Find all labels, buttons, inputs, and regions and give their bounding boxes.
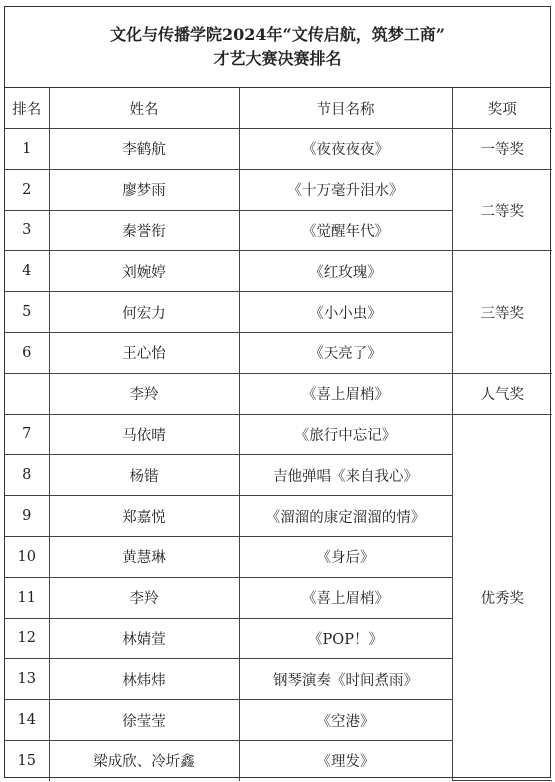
- rank-cell: 11: [5, 577, 49, 618]
- award-cell-popular: 人气奖: [452, 373, 552, 414]
- header-award: 奖项: [452, 88, 552, 129]
- program-cell: 《觉醒年代》: [239, 210, 452, 251]
- rank-cell: 9: [5, 496, 49, 537]
- name-cell: 秦誉衔: [49, 210, 239, 251]
- rank-cell: 7: [5, 414, 49, 455]
- rank-cell: 15: [5, 740, 49, 780]
- rank-cell: 8: [5, 455, 49, 496]
- award-cell-first: 一等奖: [452, 129, 552, 170]
- program-cell: 《身后》: [239, 536, 452, 577]
- rank-cell: 3: [5, 210, 49, 251]
- title-line-1: 文化与传播学院2024年“文传启航，筑梦工商”: [110, 25, 445, 44]
- rank-cell: 12: [5, 618, 49, 659]
- table-row: [5, 414, 552, 455]
- header-rank: 排名: [5, 88, 49, 129]
- rank-cell: 5: [5, 292, 49, 333]
- header-program: 节目名称: [239, 88, 452, 129]
- program-cell: 《旅行中忘记》: [239, 414, 452, 455]
- program-cell: 吉他弹唱《来自我心》: [239, 455, 452, 496]
- program-cell: 《夜夜夜夜》: [239, 129, 452, 170]
- ranking-table: [5, 88, 552, 781]
- rank-cell: 13: [5, 659, 49, 700]
- program-cell: 《红玫瑰》: [239, 251, 452, 292]
- name-cell: 杨锴: [49, 455, 239, 496]
- program-cell: 《理发》: [239, 740, 452, 780]
- rank-cell: 10: [5, 536, 49, 577]
- program-cell: 钢琴演奏《时间煮雨》: [239, 659, 452, 700]
- name-cell: 李羚: [49, 577, 239, 618]
- table-row: [5, 169, 552, 210]
- name-cell: 廖梦雨: [49, 169, 239, 210]
- program-cell: 《小小虫》: [239, 292, 452, 333]
- award-cell-second: 二等奖: [452, 169, 552, 251]
- rank-cell: 6: [5, 332, 49, 373]
- program-cell: 《空港》: [239, 700, 452, 741]
- award-cell-third: 三等奖: [452, 251, 552, 373]
- name-cell: 李鹤航: [49, 129, 239, 170]
- ranking-document: [4, 6, 551, 778]
- name-cell: 徐莹莹: [49, 700, 239, 741]
- name-cell: 马依晴: [49, 414, 239, 455]
- name-cell: 王心怡: [49, 332, 239, 373]
- document-title: [5, 7, 550, 88]
- award-cell-excellent: 优秀奖: [452, 414, 552, 781]
- name-cell: 郑嘉悦: [49, 496, 239, 537]
- name-cell: 林炜炜: [49, 659, 239, 700]
- header-name: 姓名: [49, 88, 239, 129]
- program-cell: 《十万毫升泪水》: [239, 169, 452, 210]
- rank-cell: 4: [5, 251, 49, 292]
- name-cell: 梁成欣、冷圻鑫: [49, 740, 239, 780]
- rank-cell: 2: [5, 169, 49, 210]
- rank-cell: [5, 373, 49, 414]
- name-cell: 李羚: [49, 373, 239, 414]
- name-cell: 林婧萱: [49, 618, 239, 659]
- table-header-row: [5, 88, 552, 129]
- program-cell: 《喜上眉梢》: [239, 577, 452, 618]
- rank-cell: 1: [5, 129, 49, 170]
- name-cell: 黄慧琳: [49, 536, 239, 577]
- program-cell: 《溜溜的康定溜溜的情》: [239, 496, 452, 537]
- name-cell: 何宏力: [49, 292, 239, 333]
- table-row: [5, 129, 552, 170]
- program-cell: 《喜上眉梢》: [239, 373, 452, 414]
- program-cell: 《天亮了》: [239, 332, 452, 373]
- rank-cell: 14: [5, 700, 49, 741]
- table-row: [5, 251, 552, 292]
- name-cell: 刘婉婷: [49, 251, 239, 292]
- program-cell: 《POP！》: [239, 618, 452, 659]
- title-line-2: 才艺大赛决赛排名: [213, 49, 342, 68]
- table-row: [5, 373, 552, 414]
